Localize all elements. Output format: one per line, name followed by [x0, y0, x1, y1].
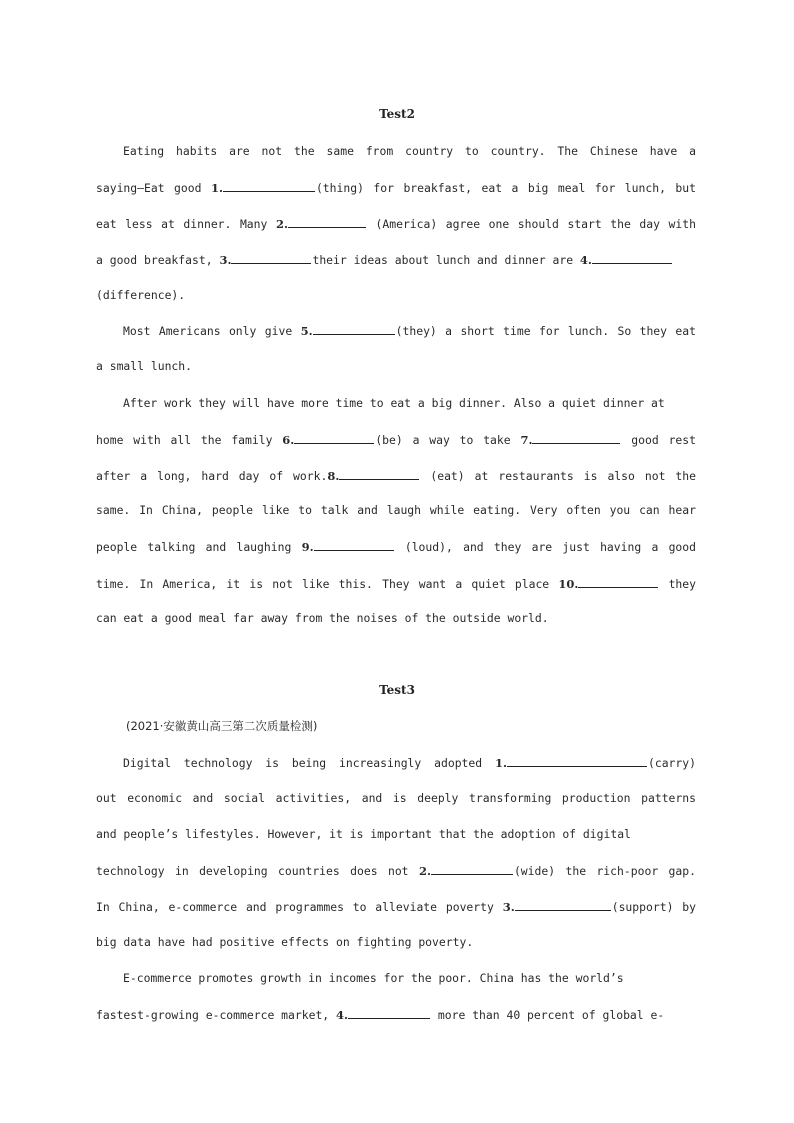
t3-blank-4[interactable]: [348, 1007, 430, 1019]
t3-blank-3[interactable]: [515, 899, 611, 911]
test2-title: Test2: [379, 107, 415, 121]
blank-7-number: 7.: [520, 433, 533, 447]
test3-line-4: technology in developing countries does not 2. (wide) the rich-poor gap.: [96, 864, 696, 878]
t3-blank-1-number: 1.: [494, 756, 507, 770]
test2-line-2: saying—Eat good 1. (thing) for breakfast, eat a big meal for lunch, but: [96, 181, 696, 195]
test2-line-1: Eating habits are not the same from country to country. The Chinese have a: [123, 144, 696, 158]
test3-line-7: E-commerce promotes growth in incomes for the poor. China has the world’s: [123, 971, 624, 985]
blank-9-number: 9.: [301, 540, 314, 554]
t3-blank-3-number: 3.: [502, 900, 515, 914]
test2-line-4: a good breakfast, 3. their ideas about lunch and dinner are 4.: [96, 252, 696, 267]
test3-line-8: fastest-growing e-commerce market, 4. more than 40 percent of global e-: [96, 1008, 665, 1022]
blank-1[interactable]: [223, 180, 315, 192]
blank-3-number: 3.: [219, 253, 232, 267]
blank-5[interactable]: [313, 323, 395, 335]
test2-line-9: home with all the family 6. (be) a way to take 7. good rest: [96, 433, 696, 447]
test2-line-14: can eat a good meal far away from the noises of the outside world.: [96, 611, 549, 625]
test3-line-6: big data have had positive effects on fighting poverty.: [96, 935, 474, 949]
blank-2[interactable]: [288, 216, 366, 228]
test3-source: (2021·安徽黄山高三第二次质量检测): [126, 719, 318, 733]
blank-7[interactable]: [532, 432, 620, 444]
blank-2-number: 2.: [275, 217, 288, 231]
blank-8[interactable]: [339, 468, 419, 480]
blank-5-number: 5.: [300, 324, 313, 338]
test2-line-8: After work they will have more time to eat a big dinner. Also a quiet dinner at: [123, 396, 665, 410]
blank-10[interactable]: [578, 576, 658, 588]
t3-blank-1[interactable]: [507, 755, 647, 767]
test3-line-2: out economic and social activities, and is deeply transforming production patterns: [96, 791, 696, 805]
test2-line-10: after a long, hard day of work.8. (eat) at restaurants is also not the: [96, 469, 696, 483]
test2-line-11: same. In China, people like to talk and laugh while eating. Very often you can hear: [96, 503, 696, 517]
blank-1-number: 1.: [210, 181, 223, 195]
test3-line-5: In China, e-commerce and programmes to alleviate poverty 3. (support) by: [96, 900, 696, 914]
blank-4-number: 4.: [579, 253, 592, 267]
test2-line-3: eat less at dinner. Many 2. (America) agree one should start the day with: [96, 217, 696, 231]
blank-3[interactable]: [231, 252, 311, 264]
blank-8-number: 8.: [327, 469, 340, 483]
test3-title: Test3: [379, 683, 415, 697]
t3-blank-2-number: 2.: [418, 864, 431, 878]
test3-line-3: and people’s lifestyles. However, it is important that the adoption of digital: [96, 827, 631, 841]
blank-6-number: 6.: [282, 433, 295, 447]
test2-line-13: time. In America, it is not like this. They want a quiet place 10. they: [96, 577, 696, 591]
test2-line-5: (difference).: [96, 288, 186, 302]
blank-6[interactable]: [294, 432, 374, 444]
blank-10-number: 10.: [558, 577, 579, 591]
blank-9[interactable]: [314, 539, 394, 551]
test2-line-6: Most Americans only give 5. (they) a short time for lunch. So they eat: [123, 324, 696, 338]
test2-line-7: a small lunch.: [96, 359, 193, 373]
t3-blank-4-number: 4.: [336, 1008, 349, 1022]
blank-4[interactable]: [592, 252, 672, 264]
t3-blank-2[interactable]: [431, 863, 513, 875]
test3-line-1: Digital technology is being increasingly adopted 1. (carry): [123, 756, 696, 770]
test2-line-12: people talking and laughing 9. (loud), and they are just having a good: [96, 540, 696, 554]
